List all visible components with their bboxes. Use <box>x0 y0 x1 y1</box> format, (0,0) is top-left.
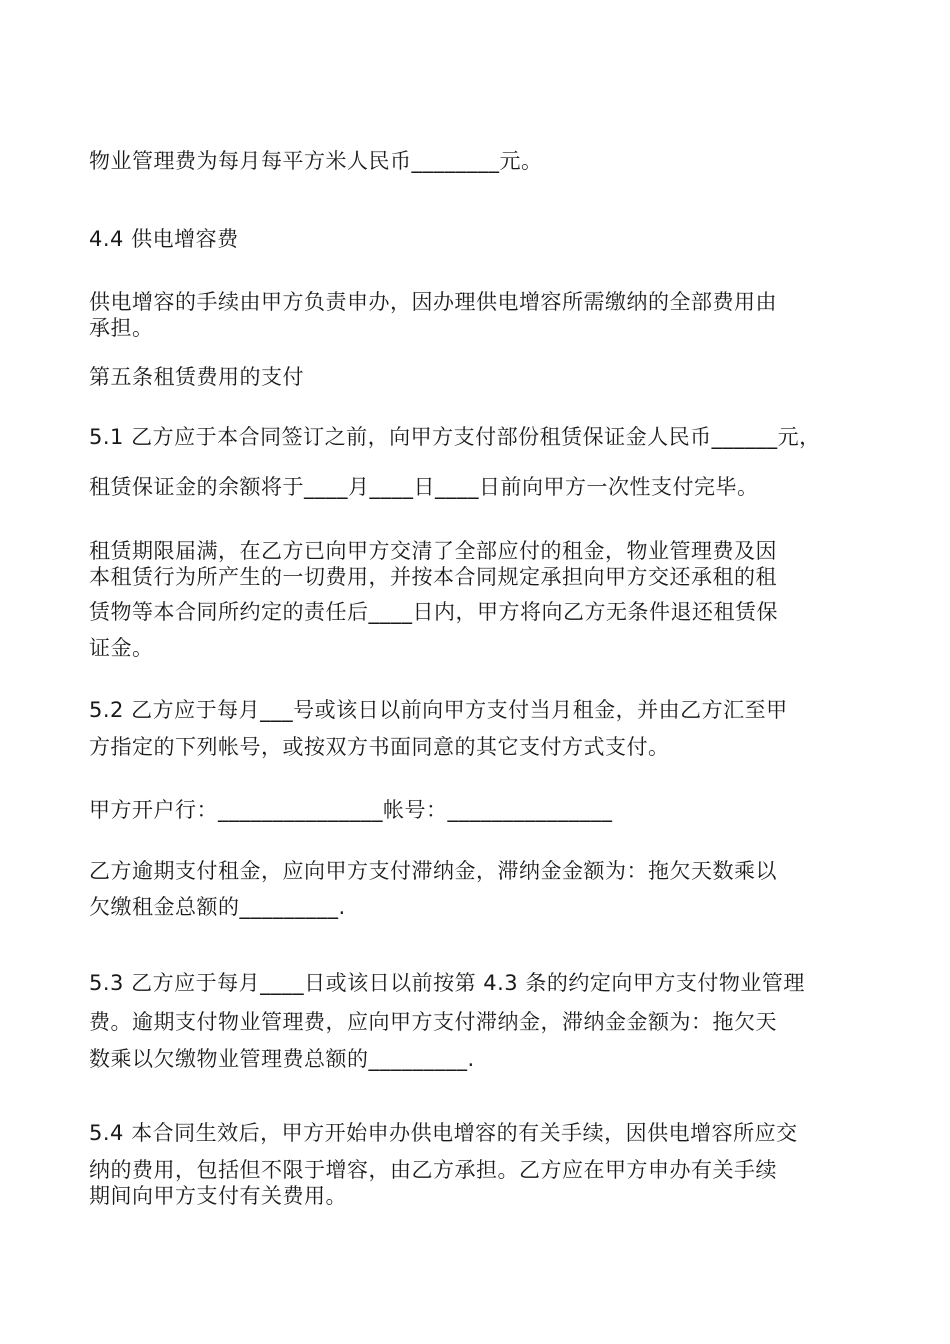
text-line: 租赁期限届满，在乙方已向甲方交清了全部应付的租金，物业管理费及因 <box>89 539 777 563</box>
section-heading: 4.4 供电增容费 <box>89 227 239 251</box>
text-line: 欠缴租金总额的_________. <box>89 895 346 919</box>
text-line: 方指定的下列帐号，或按双方书面同意的其它支付方式支付。 <box>89 735 670 759</box>
text-line: 纳的费用，包括但不限于增容，由乙方承担。乙方应在甲方申办有关手续 <box>89 1158 777 1182</box>
text-line: 数乘以欠缴物业管理费总额的_________. <box>89 1047 475 1071</box>
text-line: 费。逾期支付物业管理费，应向甲方支付滞纳金，滞纳金金额为：拖欠天 <box>89 1010 777 1034</box>
article-heading: 第五条租赁费用的支付 <box>89 365 304 389</box>
text-line: 5.4 本合同生效后，甲方开始申办供电增容的有关手续，因供电增容所应交 <box>89 1121 798 1145</box>
text-line: 5.2 乙方应于每月___号或该日以前向甲方支付当月租金，并由乙方汇至甲 <box>89 698 788 722</box>
text-line: 5.1 乙方应于本合同签订之前，向甲方支付部份租赁保证金人民币______元， <box>89 425 821 449</box>
text-line: 期间向甲方支付有关费用。 <box>89 1184 347 1208</box>
text-line: 承担。 <box>89 316 154 340</box>
text-line: 赁物等本合同所约定的责任后____日内，甲方将向乙方无条件退还租赁保 <box>89 600 778 624</box>
text-line: 证金。 <box>89 636 154 660</box>
text-line: 供电增容的手续由甲方负责申办，因办理供电增容所需缴纳的全部费用由 <box>89 290 777 314</box>
text-line: 乙方逾期支付租金，应向甲方支付滞纳金，滞纳金金额为：拖欠天数乘以 <box>89 859 777 883</box>
text-line: 本租赁行为所产生的一切费用，并按本合同规定承担向甲方交还承租的租 <box>89 565 777 589</box>
text-line: 租赁保证金的余额将于____月____日____日前向甲方一次性支付完毕。 <box>89 475 759 499</box>
text-line: 5.3 乙方应于每月____日或该日以前按第 4.3 条的约定向甲方支付物业管理 <box>89 971 805 995</box>
text-line: 物业管理费为每月每平方米人民币________元。 <box>89 149 543 173</box>
account-line: 甲方开户行：_______________帐号：_______________ <box>89 798 613 822</box>
